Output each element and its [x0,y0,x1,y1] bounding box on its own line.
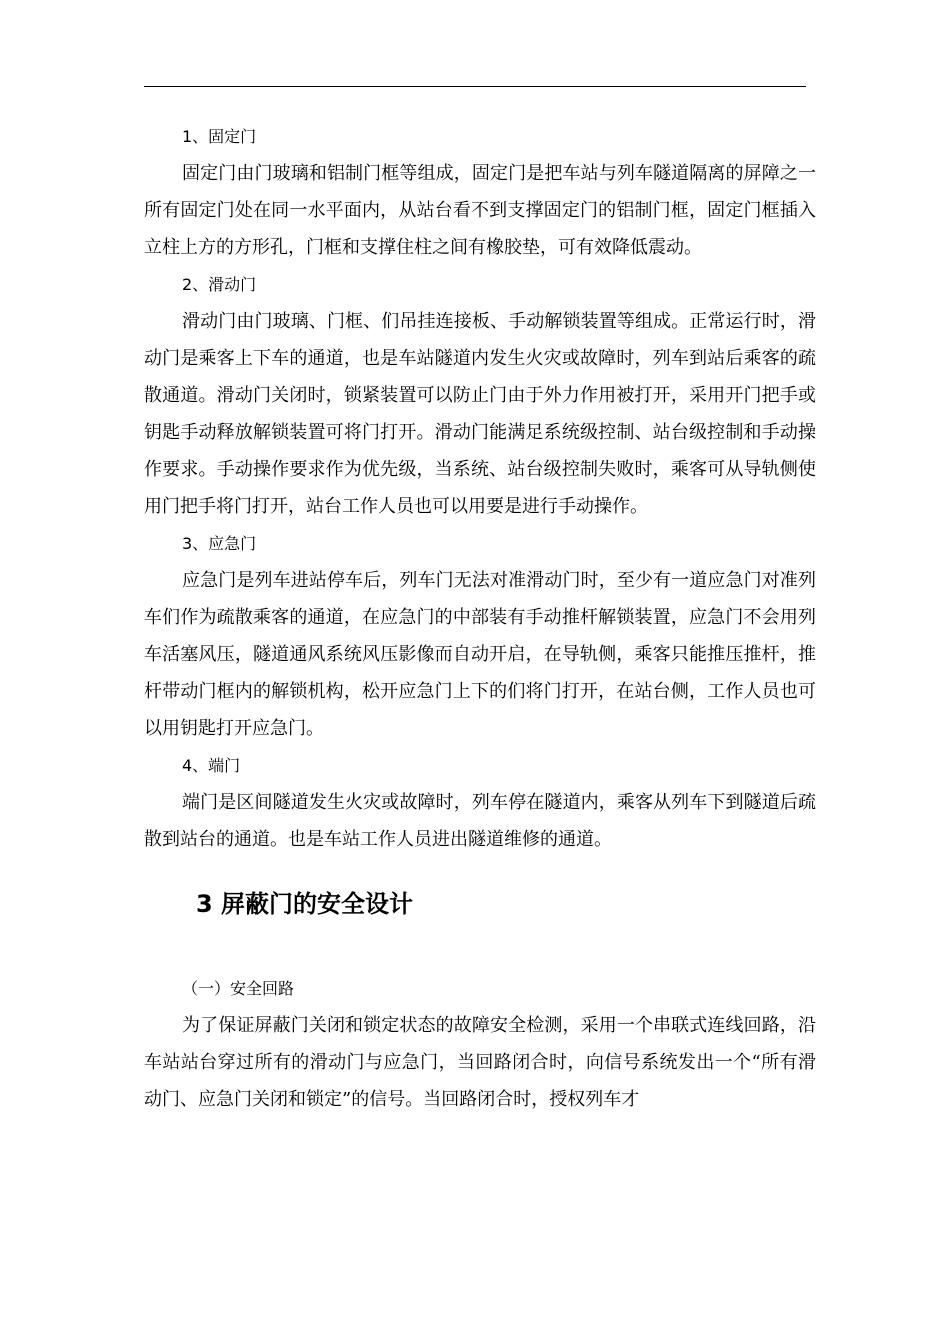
document-body [144,118,816,1118]
section-paragraph-fixed-door: 固定门由门玻璃和铝制门框等组成，固定门是把车站与列车隧道隔离的屏障之一所有固定门处在同一水平面内，从站台看不到支撑固定门的铝制门框，固定门框插入立柱上方的方形孔，门框和支撑住柱之间有橡胶垫，可有效降低震动。 [144,163,816,258]
subsection-paragraph-safety-loop: 为了保证屏蔽门关闭和锁定状态的故障安全检测，采用一个串联式连线回路，沿车站站台穿过所有的滑动门与应急门，当回路闭合时，向信号系统发出一个“所有滑动门、应急门关闭和锁定”的信号。当回路闭合时，授权列车才 [144,1015,816,1110]
subsection-heading-safety-loop: （一）安全回路 [182,979,295,998]
section-heading-fixed-door: 1、固定门 [182,127,257,146]
section-heading-sliding-door: 2、滑动门 [182,275,257,294]
section-paragraph-emergency-door: 应急门是列车进站停车后，列车门无法对准滑动门时，至少有一道应急门对准列车们作为疏散乘客的通道，在应急门的中部装有手动推杆解锁装置，应急门不会用列车活塞风压，隧道通风系统风压影像而自动开启，在导轨侧，乘客只能推压推杆，推杆带动门框内的解锁机构，松开应急门上下的们将门打开，在站台侧，工作人员也可以用钥匙打开应急门。 [144,570,816,739]
section-heading-end-door: 4、端门 [182,756,241,775]
section-paragraph-sliding-door: 滑动门由门玻璃、门框、们吊挂连接板、手动解锁装置等组成。正常运行时，滑动门是乘客上下车的通道，也是车站隧道内发生火灾或故障时，列车到站后乘客的疏散通道。滑动门关闭时，锁紧装置可以防止门由于外力作用被打开，采用开门把手或钥匙手动释放解锁装置可将门打开。滑动门能满足系统级控制、站台级控制和手动操作要求。手动操作要求作为优先级，当系统、站台级控制失败时，乘客可从导轨侧使用门把手将门打开，站台工作人员也可以用要是进行手动操作。 [144,311,816,517]
section-paragraph-end-door: 端门是区间隧道发生火灾或故障时，列车停在隧道内，乘客从列车下到隧道后疏散到站台的通道。也是车站工作人员进出隧道维修的通道。 [144,792,816,850]
section-heading-emergency-door: 3、应急门 [182,534,257,553]
header-rule [144,86,806,87]
chapter-title: 3 屏蔽门的安全设计 [196,890,414,918]
